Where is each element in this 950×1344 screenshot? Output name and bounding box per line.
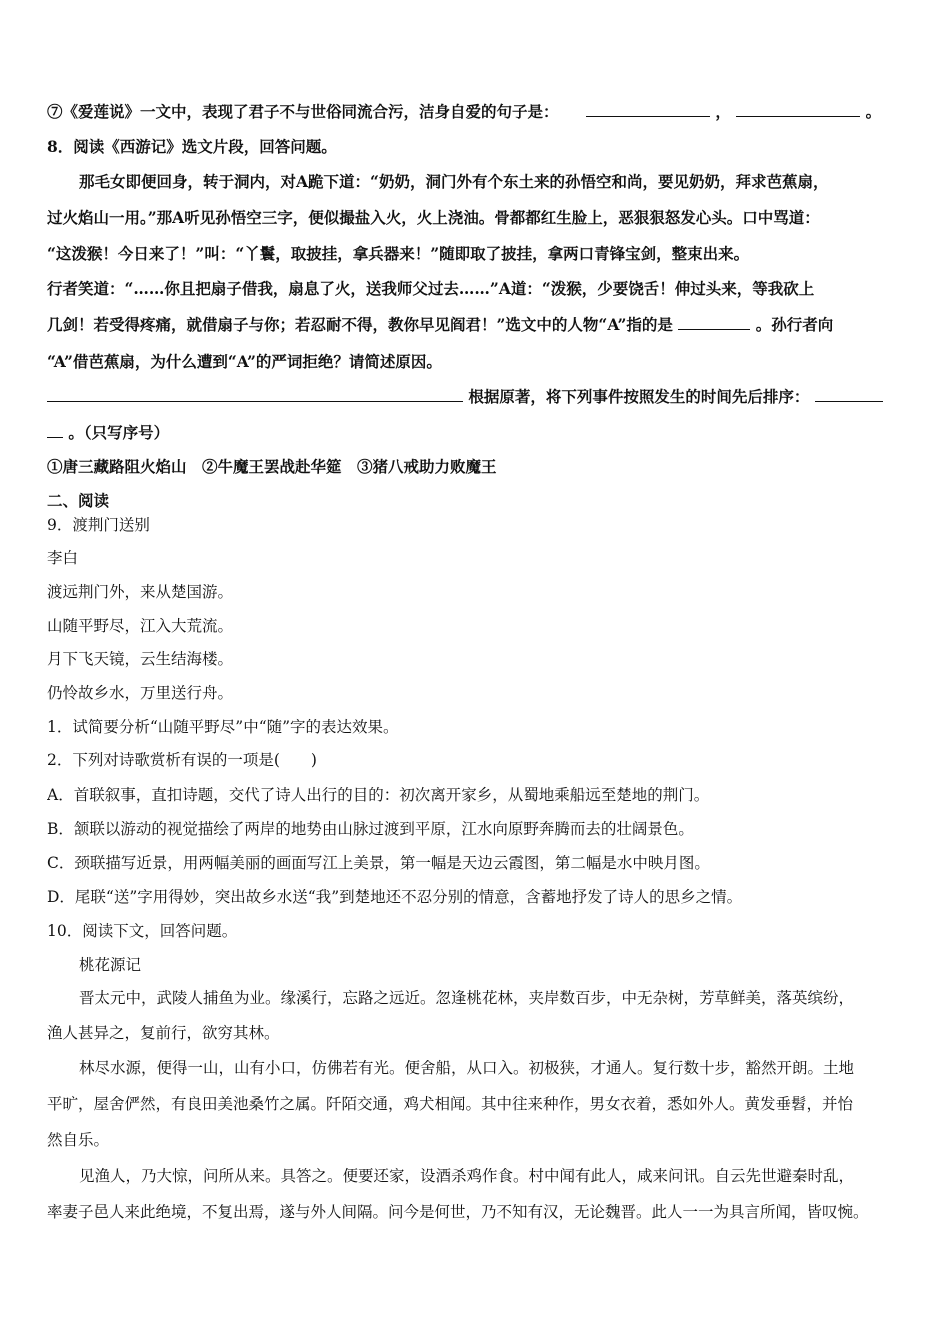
prose-title: 桃花源记 — [79, 956, 142, 974]
poem-line: 山随平野尽，江入大荒流。 — [47, 617, 234, 635]
ordering-prompt: 根据原著，将下列事件按照发生的时间先后排序： — [468, 387, 810, 406]
section-heading: 二、阅读 — [47, 491, 110, 510]
answer-line — [47, 386, 903, 408]
passage-line: 过火焰山一用。”那A听见孙悟空三字，便似撮盐入火，火上浇油。骨都都红生脸上，恶狠狠怒发心头。口中骂道： — [47, 208, 820, 227]
prose-line: 晋太元中，武陵人捕鱼为业。缘溪行，忘路之远近。忽逢桃花林，夹岸数百步，中无杂树，芳草鲜美，落英缤纷， — [79, 989, 855, 1007]
option-b: B．颔联以游动的视觉描绘了两岸的地势由山脉过渡到平原，江水向原野奔腾而去的壮阔景色。 — [47, 820, 694, 838]
passage-line: 行者笑道：“……你且把扇子借我，扇息了火，送我师父过去……”A道：“泼猴，少要饶舌！伸过头来，等我砍上 — [47, 279, 815, 298]
passage-line: “这泼猴！今日来了！”叫：“丫鬟，取披挂，拿兵器来！”随即取了披挂，拿两口青锋宝剑，整束出来。 — [47, 244, 750, 263]
answer-blank-5-cont[interactable] — [47, 423, 63, 438]
prose-line: 率妻子邑人来此绝境，不复出焉，遂与外人间隔。问今是何世，乃不知有汉，无论魏晋。此人一一为具言所闻，皆叹惋。 — [47, 1203, 869, 1221]
question-8-title: 8．阅读《西游记》选文片段，回答问题。 — [47, 137, 337, 156]
answer-blank-2[interactable] — [736, 102, 860, 117]
prose-line: 平旷，屋舍俨然，有良田美池桑竹之属。阡陌交通，鸡犬相闻。其中往来种作，男女衣着，悉如外人。黄发垂髫，并怡 — [47, 1095, 854, 1113]
answer-blank-4[interactable] — [47, 387, 463, 402]
answer-blank-3[interactable] — [678, 315, 750, 330]
prose-line: 见渔人，乃大惊，问所从来。具答之。便要还家，设酒杀鸡作食。村中闻有此人，咸来问讯。自云先世避秦时乱， — [79, 1167, 855, 1185]
answer-blank-5[interactable] — [815, 387, 883, 402]
question-7-line — [47, 101, 903, 123]
question-8-prompt: “A”借芭蕉扇，为什么遭到“A”的严词拒绝？请简述原因。 — [47, 352, 442, 371]
question-10-title: 10．阅读下文，回答问题。 — [47, 922, 238, 940]
question-8-prompt-line — [47, 314, 903, 336]
sub-question-2: 2．下列对诗歌赏析有误的一项是( ) — [47, 751, 317, 769]
question-7-text: ⑦《爱莲说》一文中，表现了君子不与世俗同流合污，洁身自爱的句子是： — [47, 102, 559, 121]
poem-title: 9．渡荆门送别 — [47, 516, 150, 534]
separator-comma: ， — [715, 102, 731, 121]
poem-line: 月下飞天镜，云生结海楼。 — [47, 650, 234, 668]
prose-line: 渔人甚异之，复前行，欲穷其林。 — [47, 1024, 280, 1042]
event-options: ①唐三藏路阻火焰山 ②牛魔王罢战赴华筵 ③猪八戒助力败魔王 — [47, 457, 497, 476]
ordering-note: 。（只写序号） — [68, 423, 170, 442]
prose-line: 然自乐。 — [47, 1131, 110, 1149]
prose-line: 林尽水源，便得一山，山有小口，仿佛若有光。便舍船，从口入。初极狭，才通人。复行数十步，豁然开朗。土地 — [79, 1059, 855, 1077]
option-a: A．首联叙事，直扣诗题，交代了诗人出行的目的：初次离开家乡，从蜀地乘船远至楚地的荆门。 — [47, 786, 710, 804]
poem-line: 仍怜故乡水，万里送行舟。 — [47, 684, 234, 702]
ordering-line — [47, 422, 903, 444]
option-c: C．颈联描写近景，用两幅美丽的画面写江上美景，第一幅是天边云霞图，第二幅是水中映月图。 — [47, 854, 710, 872]
passage-line: 那毛女即便回身，转于洞内，对A跪下道：“奶奶，洞门外有个东土来的孙悟空和尚，要见奶奶，拜求芭蕉扇， — [79, 172, 829, 191]
answer-blank-1[interactable] — [586, 102, 710, 117]
poem-author: 李白 — [47, 549, 79, 567]
poem-line: 渡远荆门外，来从楚国游。 — [47, 583, 234, 601]
sub-question-1: 1．试简要分析“山随平野尽”中“随”字的表达效果。 — [47, 718, 399, 736]
question-7-end: 。 — [865, 102, 882, 121]
passage-text-end: 。孙行者向 — [755, 315, 834, 334]
option-d: D．尾联“送”字用得妙，突出故乡水送“我”到楚地还不忍分别的情意，含蓄地抒发了诗人的思乡之情。 — [47, 888, 743, 906]
passage-text: 几剑！若受得疼痛，就借扇子与你；若忍耐不得，教你早见阎君！”选文中的人物“A”指的是 — [47, 315, 673, 334]
